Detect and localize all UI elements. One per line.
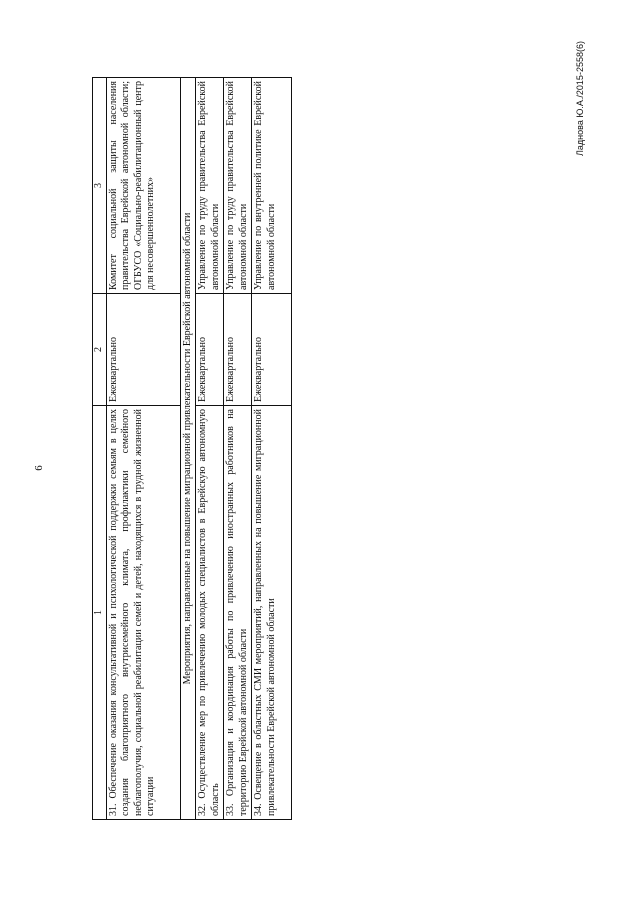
section-title: Мероприятия, направленные на повышение миграционной привлекательности Еврейской автономной области: [180, 78, 196, 820]
period-cell: Ежеквартально: [224, 294, 252, 406]
document-code: Ладнова Ю.А./2015-2558(6): [575, 41, 585, 156]
period-cell: Ежеквартально: [252, 294, 292, 406]
period-cell: Ежеквартально: [106, 294, 180, 406]
responsible-cell: Комитет социальной защиты населения правительства Еврейской автономной области; ОГБУСО «Социально-реабилитационный центр для несовершеннолетних»: [106, 78, 180, 294]
table-row: [196, 78, 224, 820]
section-row: [180, 78, 196, 820]
table-row: [106, 78, 180, 820]
measure-cell: 32. Осуществление мер по привлечению молодых специалистов в Еврейскую автономную область: [196, 406, 224, 820]
table-row: [252, 78, 292, 820]
column-header: 3: [93, 78, 107, 294]
responsible-cell: Управление по труду правительства Еврейской автономной области: [224, 78, 252, 294]
page-number: 6: [32, 465, 45, 471]
measure-cell: 31. Обеспечение оказания консультативной и психологической поддержки семьям в целях создания благоприятного внутрисемейного климата, профилактики семейного неблагополучия, социальной реабилитации семей и детей, находящихся в трудной жизненной ситуации: [106, 406, 180, 820]
responsible-cell: Управление по труду правительства Еврейской автономной области: [196, 78, 224, 294]
responsible-cell: Управление по внутренней политике Еврейской автономной области: [252, 78, 292, 294]
measures-table: [92, 77, 292, 820]
measure-cell: 34. Освещение в областных СМИ мероприятий, направленных на повышение миграционной привлекательности Еврейской автономной области: [252, 406, 292, 820]
table-header-row: [93, 78, 107, 820]
rotated-table-wrapper: [92, 78, 344, 820]
column-header: 2: [93, 294, 107, 406]
period-cell: Ежеквартально: [196, 294, 224, 406]
column-header: 1: [93, 406, 107, 820]
table-row: [224, 78, 252, 820]
measure-cell: 33. Организация и координация работы по привлечению иностранных работников на территорию Еврейской автономной области: [224, 406, 252, 820]
